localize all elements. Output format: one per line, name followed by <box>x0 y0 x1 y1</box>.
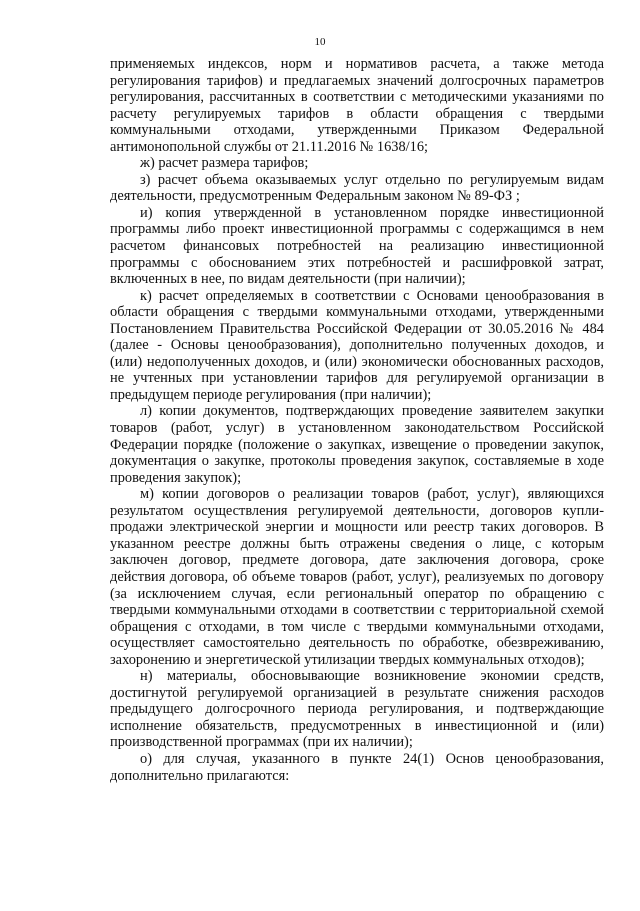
paragraph-item-l: л) копии документов, подтверждающих проведение заявителем закупки товаров (работ, услуг) в установленном законодательством Российской Федерации порядке (положение о закупках, извещение о проведении закупок, документация о закупке, протоколы проведения закупок, составляемые в ходе проведения закупок); <box>110 403 604 486</box>
paragraph-item-n: н) материалы, обосновывающие возникновение экономии средств, достигнутой регулируемой организацией в результате снижения расходов предыдущего долгосрочного периода регулирования, и подтверждающие исполнение обязательств, предусмотренных в инвестиционной и (или) производственной программах (при их наличии); <box>110 668 604 751</box>
paragraph-item-i: и) копия утвержденной в установленном порядке инвестиционной программы либо проект инвестиционной программы с содержащимся в нем расчетом финансовых потребностей на реализацию инвестиционной программы с обоснованием этих потребностей и расшифровкой затрат, включенных в нее, по видам деятельности (при наличии); <box>110 204 604 288</box>
paragraph-item-z: з) расчет объема оказываемых услуг отдельно по регулируемым видам деятельности, предусмотренным Федеральным законом № 89-ФЗ ; <box>110 171 604 205</box>
paragraph-item-k: к) расчет определяемых в соответствии с Основами ценообразования в области обращения с твердыми коммунальными отходами, утвержденными Постановлением Правительства Российской Федерации от 30.05.2016 № 484 (далее - Основы ценообразования), дополнительно полученных доходов, и (или) недополученных доходов, и (или) экономически обоснованных расходов, не учтенных при установлении тарифов для регулируемой организации в предыдущем периоде регулирования (при наличии); <box>110 287 604 403</box>
paragraph-item-o: о) для случая, указанного в пункте 24(1) Основ ценообразования, дополнительно прилагаются: <box>110 750 604 784</box>
paragraph-item-m: м) копии договоров о реализации товаров (работ, услуг), являющихся результатом осуществления регулируемой деятельности, договоров купли-продажи электрической энергии и мощности или реестр таких договоров. В указанном реестре должны быть отражены сведения о лице, с которым заключен договор, предмете договора, дате заключения договора, сроке действия договора, об объеме товаров (работ, услуг), реализуемых по договору (за исключением случая, если региональный оператор по обращению с твердыми коммунальными отходами в соответствии с территориальной схемой обращения с отходами, в том числе с твердыми коммунальными отходами, осуществляет самостоятельно деятельность по обработке, обезвреживанию, захоронению и энергетической утилизации твердых коммунальных отходов); <box>110 486 604 668</box>
document-body <box>110 56 604 784</box>
paragraph-continuation: применяемых индексов, норм и нормативов расчета, а также метода регулирования тарифов) и предлагаемых значений долгосрочных параметров регулирования, рассчитанных в соответствии с методическими указаниями по расчету регулируемых тарифов в области обращения с твердыми коммунальными отходами, утвержденными Приказом Федеральной антимонопольной службы от 21.11.2016 № 1638/16; <box>110 56 604 155</box>
page-number: 10 <box>314 36 326 48</box>
paragraph-item-zh: ж) расчет размера тарифов; <box>140 155 309 172</box>
